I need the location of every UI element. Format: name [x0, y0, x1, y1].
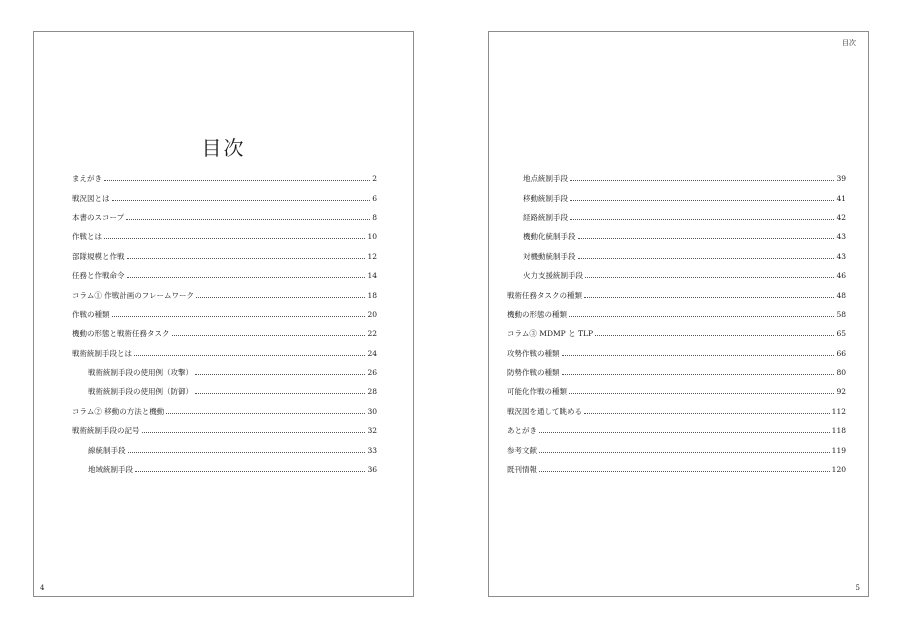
toc-entry-page-number: 119: [831, 445, 846, 455]
page-number: 4: [40, 584, 45, 592]
toc-entry: [507, 227, 846, 246]
page-number: 5: [855, 584, 860, 592]
dot-leader: [539, 452, 830, 453]
toc-entry-page-number: 43: [836, 251, 846, 261]
left-page: [33, 31, 414, 597]
toc-entry-page-number: 58: [836, 309, 846, 319]
toc-entry: [72, 421, 377, 440]
toc-entry-label: 戦術統制手段とは: [72, 348, 132, 358]
toc-entry-page-number: 118: [831, 426, 846, 436]
dot-leader: [569, 316, 834, 317]
dot-leader: [134, 355, 365, 356]
toc-entry: [72, 440, 377, 459]
dot-leader: [135, 471, 365, 472]
toc-entry-label: 作戦とは: [72, 232, 102, 242]
toc-entry-page-number: 65: [836, 329, 846, 339]
dot-leader: [112, 316, 366, 317]
toc-entry-label: 任務と作戦命令: [72, 271, 125, 281]
dot-leader: [127, 258, 366, 259]
toc-entry: [507, 402, 846, 421]
toc-entry-page-number: 80: [836, 368, 846, 378]
toc-entry-label: 移動統制手段: [523, 193, 568, 203]
toc-entry-label: あとがき: [507, 426, 537, 436]
toc-entry-label: 戦術任務タスクの種類: [507, 290, 582, 300]
toc-entry-label: 本書のスコープ: [72, 212, 125, 222]
toc-entry-page-number: 30: [367, 406, 377, 416]
dot-leader: [570, 200, 834, 201]
toc-entry-label: 機動の形態の種類: [507, 309, 567, 319]
dot-leader: [126, 219, 370, 220]
toc-entry: [72, 208, 377, 227]
dot-leader: [578, 238, 835, 239]
toc-entry-label: コラム① 作戦計画のフレームワーク: [72, 290, 195, 300]
toc-entry-page-number: 46: [836, 271, 846, 281]
dot-leader: [584, 297, 834, 298]
toc-entry-page-number: 28: [367, 387, 377, 397]
dot-leader: [569, 393, 834, 394]
toc-entry-page-number: 22: [367, 329, 377, 339]
toc-entry: [507, 421, 846, 440]
toc-entry-label: 戦術統制手段の使用例（攻撃）: [88, 368, 193, 378]
toc-entry-label: 戦術統制手段の使用例（防御）: [88, 387, 193, 397]
toc-entry-label: 地域統制手段: [88, 465, 133, 475]
dot-leader: [104, 180, 370, 181]
toc-entry: [507, 440, 846, 459]
dot-leader: [562, 374, 835, 375]
toc-entry-page-number: 39: [836, 174, 846, 184]
toc-entry-page-number: 66: [836, 348, 846, 358]
toc-entry: [507, 266, 846, 285]
toc-entry-label: 戦術統制手段の記号: [72, 426, 140, 436]
dot-leader: [585, 277, 834, 278]
toc-entry-page-number: 26: [367, 368, 377, 378]
toc-list: [72, 169, 377, 479]
toc-list: [507, 169, 846, 479]
toc-entry: [507, 169, 846, 188]
dot-leader: [127, 277, 366, 278]
toc-entry: [72, 344, 377, 363]
dot-leader: [570, 180, 834, 181]
page-title: 目次: [201, 136, 246, 160]
dot-leader: [142, 432, 366, 433]
toc-entry-page-number: 8: [372, 212, 377, 222]
toc-entry-page-number: 18: [367, 290, 377, 300]
toc-entry: [507, 285, 846, 304]
dot-leader: [584, 413, 830, 414]
toc-entry-page-number: 41: [836, 193, 846, 203]
toc-entry: [72, 460, 377, 479]
toc-entry-page-number: 42: [836, 212, 846, 222]
toc-entry: [72, 305, 377, 324]
toc-entry-label: 対機動統制手段: [523, 251, 576, 261]
toc-entry-page-number: 43: [836, 232, 846, 242]
toc-entry-page-number: 10: [367, 232, 377, 242]
toc-entry: [72, 285, 377, 304]
toc-entry-label: 地点統制手段: [523, 174, 568, 184]
toc-entry: [507, 382, 846, 401]
toc-entry-page-number: 112: [831, 406, 846, 416]
toc-entry-label: 戦況図を通して眺める: [507, 406, 582, 416]
dot-leader: [195, 393, 365, 394]
toc-entry-label: コラム② 移動の方法と機動: [72, 406, 165, 416]
toc-entry-page-number: 6: [372, 193, 377, 203]
toc-entry-page-number: 32: [367, 426, 377, 436]
toc-entry-page-number: 12: [367, 251, 377, 261]
toc-entry: [72, 363, 377, 382]
dot-leader: [166, 413, 365, 414]
toc-entry: [507, 188, 846, 207]
toc-entry-page-number: 48: [836, 290, 846, 300]
dot-leader: [570, 219, 834, 220]
dot-leader: [195, 374, 365, 375]
toc-entry-page-number: 36: [367, 465, 377, 475]
toc-entry-label: 経路統制手段: [523, 212, 568, 222]
right-page: [488, 31, 869, 597]
toc-entry-label: 可能化作戦の種類: [507, 387, 567, 397]
dot-leader: [595, 335, 834, 336]
dot-leader: [539, 471, 830, 472]
toc-entry-label: 部隊規模と作戦: [72, 251, 125, 261]
dot-leader: [578, 258, 835, 259]
toc-entry-page-number: 14: [367, 271, 377, 281]
toc-entry-label: まえがき: [72, 174, 102, 184]
dot-leader: [539, 432, 830, 433]
toc-entry: [72, 266, 377, 285]
dot-leader: [562, 355, 835, 356]
dot-leader: [112, 200, 371, 201]
dot-leader: [104, 238, 365, 239]
toc-entry: [507, 324, 846, 343]
toc-entry: [507, 247, 846, 266]
toc-entry: [72, 382, 377, 401]
dot-leader: [196, 297, 365, 298]
toc-entry-page-number: 20: [367, 309, 377, 319]
toc-entry-page-number: 2: [372, 174, 377, 184]
toc-entry-label: 線統制手段: [88, 445, 126, 455]
toc-entry-label: 参考文献: [507, 445, 537, 455]
toc-entry-label: 機動の形態と戦術任務タスク: [72, 329, 170, 339]
toc-entry: [72, 402, 377, 421]
toc-entry: [72, 247, 377, 266]
toc-entry: [507, 363, 846, 382]
toc-entry: [507, 460, 846, 479]
toc-entry: [72, 169, 377, 188]
toc-entry-page-number: 92: [836, 387, 846, 397]
toc-entry-page-number: 33: [367, 445, 377, 455]
toc-entry-label: 攻勢作戦の種類: [507, 348, 560, 358]
toc-entry: [507, 305, 846, 324]
running-header: 目次: [842, 39, 856, 47]
toc-entry: [507, 344, 846, 363]
toc-entry-page-number: 120: [831, 465, 846, 475]
toc-entry-label: 火力支援統制手段: [523, 271, 583, 281]
toc-entry-label: 作戦の種類: [72, 309, 110, 319]
toc-entry-label: 戦況図とは: [72, 193, 110, 203]
toc-entry-page-number: 24: [367, 348, 377, 358]
toc-entry: [72, 324, 377, 343]
toc-entry: [72, 227, 377, 246]
dot-leader: [172, 335, 366, 336]
toc-entry-label: 防勢作戦の種類: [507, 368, 560, 378]
toc-entry-label: 機動化統制手段: [523, 232, 576, 242]
toc-entry: [507, 208, 846, 227]
dot-leader: [128, 452, 366, 453]
toc-entry-label: 既刊情報: [507, 465, 537, 475]
toc-entry-label: コラム③ MDMP と TLP: [507, 329, 594, 339]
toc-entry: [72, 188, 377, 207]
